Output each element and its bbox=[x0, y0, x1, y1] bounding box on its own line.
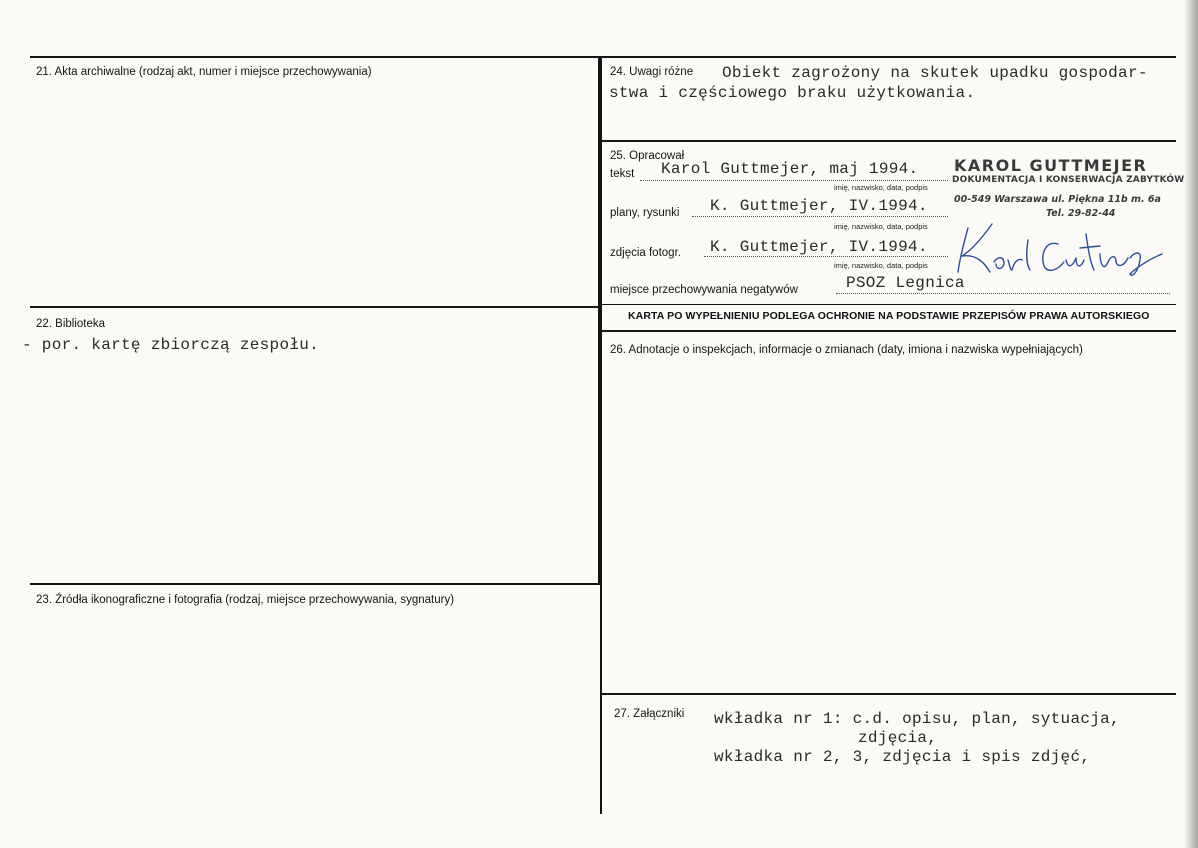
section-27-line-1: wkładka nr 1: c.d. opisu, plan, sytuacja, bbox=[714, 710, 1120, 728]
zdjecia-label: zdjęcia fotogr. bbox=[610, 247, 681, 259]
section-24-label: 24. Uwagi różne bbox=[610, 66, 694, 78]
stamp-line-3: 00-549 Warszawa ul. Piękna 11b m. 6a bbox=[954, 194, 1161, 205]
zdjecia-dotted-line bbox=[704, 256, 948, 257]
zdjecia-hint: imię, nazwisko, data, podpis bbox=[834, 261, 928, 270]
section-24-line-1: Obiekt zagrożony na skutek upadku gospodar- bbox=[722, 64, 1148, 82]
top-rule bbox=[30, 56, 1176, 58]
stamp-line-4: Tel. 29-82-44 bbox=[1046, 208, 1116, 219]
section-27-line-2: zdjęcia, bbox=[858, 729, 938, 747]
stamp-line-1: KAROL GUTTMEJER bbox=[954, 156, 1148, 175]
rule-21-22 bbox=[30, 306, 600, 308]
negatywy-value: PSOZ Legnica bbox=[846, 274, 965, 292]
copyright-notice: KARTA PO WYPEŁNIENIU PODLEGA OCHRONIE NA PODSTAWIE PRZEPISÓW PRAWA AUTORSKIEGO bbox=[628, 310, 1150, 322]
plany-label: plany, rysunki bbox=[610, 207, 680, 219]
section-24-line-2: stwa i częściowego braku użytkowania. bbox=[609, 84, 976, 102]
section-25-label: 25. Opracował bbox=[610, 150, 685, 162]
section-27-line-3: wkładka nr 2, 3, zdjęcia i spis zdjęć, bbox=[714, 748, 1091, 766]
page-edge-shadow bbox=[1184, 0, 1198, 848]
section-22-entry: - por. kartę zbiorczą zespołu. bbox=[22, 336, 320, 354]
plany-value: K. Guttmejer, IV.1994. bbox=[710, 197, 928, 215]
tekst-hint: imię, nazwisko, data, podpis bbox=[834, 183, 928, 192]
rule-26-27 bbox=[600, 693, 1176, 695]
center-divider-right bbox=[600, 56, 602, 814]
rule-25-26 bbox=[600, 330, 1176, 332]
section-22-label: 22. Biblioteka bbox=[36, 318, 106, 330]
stamp-line-2: DOKUMENTACJA I KONSERWACJA ZABYTKÓW bbox=[952, 175, 1185, 185]
rule-25-notice bbox=[600, 304, 1176, 305]
plany-hint: imię, nazwisko, data, podpis bbox=[834, 222, 928, 231]
tekst-label: tekst bbox=[610, 168, 635, 180]
section-21-label: 21. Akta archiwalne (rodzaj akt, numer i miejsce przechowywania) bbox=[36, 66, 372, 78]
section-26-label: 26. Adnotacje o inspekcjach, informacje o zmianach (daty, imiona i nazwiska wypełniających) bbox=[610, 344, 1083, 356]
tekst-value: Karol Guttmejer, maj 1994. bbox=[661, 160, 919, 178]
negatywy-label: miejsce przechowywania negatywów bbox=[610, 284, 798, 296]
negatywy-dotted-line bbox=[836, 293, 1170, 294]
signature-mark bbox=[948, 214, 1178, 284]
section-27-label: 27. Załączniki bbox=[614, 708, 685, 720]
rule-24-25 bbox=[600, 140, 1176, 142]
section-23-label: 23. Źródła ikonograficzne i fotografia (rodzaj, miejsce przechowywania, sygnatury) bbox=[36, 594, 455, 606]
rule-22-23 bbox=[30, 583, 600, 585]
plany-dotted-line bbox=[692, 216, 948, 217]
zdjecia-value: K. Guttmejer, IV.1994. bbox=[710, 238, 928, 256]
tekst-dotted-line bbox=[640, 180, 948, 181]
